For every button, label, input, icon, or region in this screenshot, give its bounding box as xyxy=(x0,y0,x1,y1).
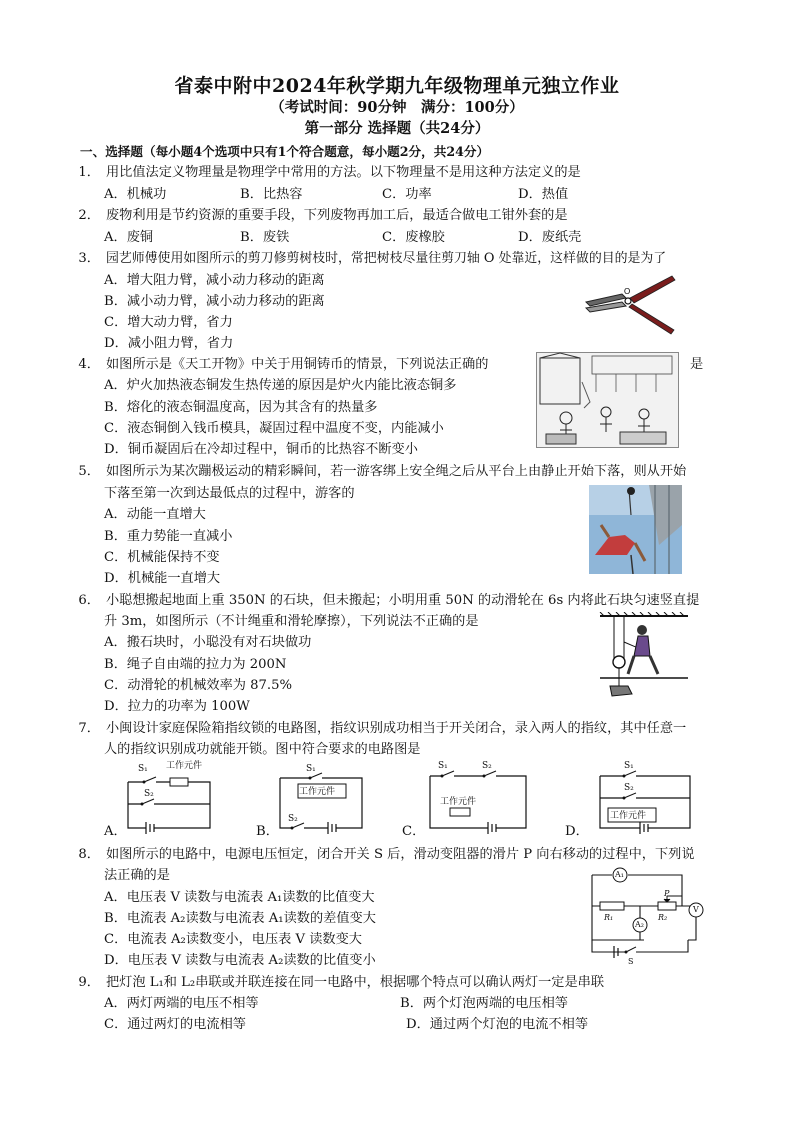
switch-label: S xyxy=(628,957,634,966)
question-number: 9． xyxy=(78,975,100,990)
option-b: B．两个灯泡两端的电压相等 xyxy=(400,996,568,1011)
option-c: C．功率 xyxy=(382,187,432,202)
question-stem: 如图所示的电路中，电源电压恒定，闭合开关 S 后，滑动变阻器的滑片 P 向右移动的过程中，下列说 xyxy=(106,847,695,862)
option-c: C． xyxy=(402,824,426,839)
fingerprint-lock-circuits-icon xyxy=(120,760,220,835)
option-b: B．电流表 A₂读数与电流表 A₁读数的差值变大 xyxy=(104,911,376,926)
section-heading: 一、选择题（每小题4个选项中只有1个符合题意，每小题2分，共24分） xyxy=(80,144,490,159)
option-c: C．机械能保持不变 xyxy=(104,550,220,565)
option-b: B．熔化的液态铜温度高，因为其含有的热量多 xyxy=(104,400,378,415)
question-stem: 升 3m，如图所示（不计绳重和滑轮摩擦），下列说法不正确的是 xyxy=(104,614,479,629)
option-a: A．机械功 xyxy=(104,187,167,202)
component-label: 工作元件 xyxy=(440,797,477,807)
option-c: C．液态铜倒入钱币模具，凝固过程中温度不变，内能减小 xyxy=(104,421,444,436)
question-number: 5． xyxy=(78,464,100,479)
question-stem: 如图所示为某次蹦极运动的精彩瞬间，若一游客绑上安全绳之后从平台上由静止开始下落，则从开始 xyxy=(106,464,687,479)
question-number: 1． xyxy=(78,165,100,180)
ammeter-label: A₂ xyxy=(635,920,644,929)
question-stem: 用比值法定义物理量是物理学中常用的方法。以下物理量不是用这种方法定义的是 xyxy=(106,165,581,180)
switch-label: S₁ xyxy=(438,761,448,771)
rheostat-label: R₂ xyxy=(658,913,668,922)
circuit-c xyxy=(422,758,534,835)
rheostat-circuit-diagram xyxy=(584,862,708,966)
rheostat-circuit-icon xyxy=(584,862,708,966)
option-d: D．废纸壳 xyxy=(518,230,582,245)
switch-label: S₁ xyxy=(138,764,148,774)
pruning-shears-icon xyxy=(582,272,678,338)
question-stem: 小聪想搬起地面上重 350N 的石块，但未搬起；小明用重 50N 的动滑轮在 6s 内将此石块匀速竖直提 xyxy=(106,593,700,608)
question-stem: 废物利用是节约资源的重要手段，下列废物再加工后，最适合做电工钳外套的是 xyxy=(106,208,568,223)
option-a: A．电压表 V 读数与电流表 A₁读数的比值变大 xyxy=(104,890,375,905)
page-header xyxy=(0,74,794,139)
option-d: D．拉力的功率为 100W xyxy=(104,699,250,714)
option-a: A．炉火加热液态铜发生热传递的原因是炉火内能比液态铜多 xyxy=(104,378,457,393)
option-b: B．重力势能一直减小 xyxy=(104,529,233,544)
pulley-lifting-icon xyxy=(598,612,690,704)
question-number: 7． xyxy=(78,721,100,736)
circuit-d xyxy=(590,758,700,835)
option-a: A．搬石块时，小聪没有对石块做功 xyxy=(104,635,312,650)
slider-label: P xyxy=(664,889,670,898)
option-c: C．增大动力臂，省力 xyxy=(104,315,233,330)
option-c: C．废橡胶 xyxy=(382,230,445,245)
voltmeter-label: V xyxy=(693,905,699,914)
switch-label: S₂ xyxy=(144,789,154,799)
part-heading: 第一部分 选择题（共24分） xyxy=(304,120,490,137)
option-d: D．减小阻力臂，省力 xyxy=(104,336,234,351)
option-c: C．通过两灯的电流相等 xyxy=(104,1017,246,1032)
switch-label: S₁ xyxy=(306,764,316,774)
question-number: 4． xyxy=(78,357,100,372)
exam-info: （考试时间：90分钟 满分：100分） xyxy=(270,99,524,116)
switch-label: S₂ xyxy=(482,761,492,771)
page-title: 省泰中附中2024年秋学期九年级物理单元独立作业 xyxy=(174,75,620,97)
question-number: 2． xyxy=(78,208,100,223)
svg-text:O: O xyxy=(624,287,631,296)
resistor-label: R₁ xyxy=(604,913,614,922)
option-c: C．电流表 A₂读数变小，电压表 V 读数变大 xyxy=(104,932,362,947)
option-b: B．废铁 xyxy=(240,230,290,245)
option-b: B．减小动力臂，减小动力移动的距离 xyxy=(104,294,325,309)
question-stem: 下落至第一次到达最低点的过程中，游客的 xyxy=(104,486,355,501)
component-label: 工作元件 xyxy=(299,787,336,797)
option-d: D． xyxy=(565,824,589,839)
option-d: D．通过两个灯泡的电流不相等 xyxy=(406,1017,589,1032)
option-a: A． xyxy=(104,824,127,839)
question-stem: 人的指纹识别成功就能开锁。图中符合要求的电路图是 xyxy=(104,742,421,757)
option-b: B． xyxy=(256,824,279,839)
option-d: D．电压表 V 读数与电流表 A₂读数的比值变小 xyxy=(104,953,376,968)
ancient-casting-scene-icon xyxy=(536,352,679,448)
option-a: A．增大阻力臂，减小动力移动的距离 xyxy=(104,273,325,288)
question-stem: 如图所示是《天工开物》中关于用铜铸币的情景，下列说法正确的 xyxy=(106,357,489,372)
option-a: A．两灯两端的电压不相等 xyxy=(104,996,259,1011)
component-label: 工作元件 xyxy=(610,811,647,821)
switch-label: S₁ xyxy=(624,761,634,771)
option-a: A．动能一直增大 xyxy=(104,507,206,522)
question-stem: 把灯泡 L₁和 L₂串联或并联连接在同一电路中，根据哪个特点可以确认两灯一定是串联 xyxy=(106,975,605,990)
option-d: D．热值 xyxy=(518,187,569,202)
ammeter-label: A₁ xyxy=(615,870,624,879)
question-number: 8． xyxy=(78,847,100,862)
option-c: C．动滑轮的机械效率为 87.5% xyxy=(104,678,293,693)
question-stem: 法正确的是 xyxy=(104,868,170,883)
switch-label: S₂ xyxy=(624,783,634,793)
switch-label: S₂ xyxy=(288,814,298,824)
question-number: 3． xyxy=(78,251,100,266)
option-d: D．铜币凝固后在冷却过程中，铜币的比热容不断变小 xyxy=(104,442,418,457)
option-b: B．绳子自由端的拉力为 200N xyxy=(104,657,287,672)
circuit-b xyxy=(272,760,372,835)
option-a: A．废铜 xyxy=(104,230,154,245)
question-stem: 园艺师傅使用如图所示的剪刀修剪树枝时，常把树枝尽量往剪刀轴 O 处靠近，这样做的目的是为了 xyxy=(106,251,667,266)
option-d: D．机械能一直增大 xyxy=(104,571,221,586)
question-stem: 小闽设计家庭保险箱指纹锁的电路图，指纹识别成功相当于开关闭合，录入两人的指纹，其中任意一 xyxy=(106,721,687,736)
bungee-jump-photo-icon xyxy=(589,485,682,574)
component-label: 工作元件 xyxy=(166,761,203,771)
question-number: 6． xyxy=(78,593,100,608)
option-b: B．比热容 xyxy=(240,187,303,202)
question-stem-end: 是 xyxy=(690,357,704,372)
